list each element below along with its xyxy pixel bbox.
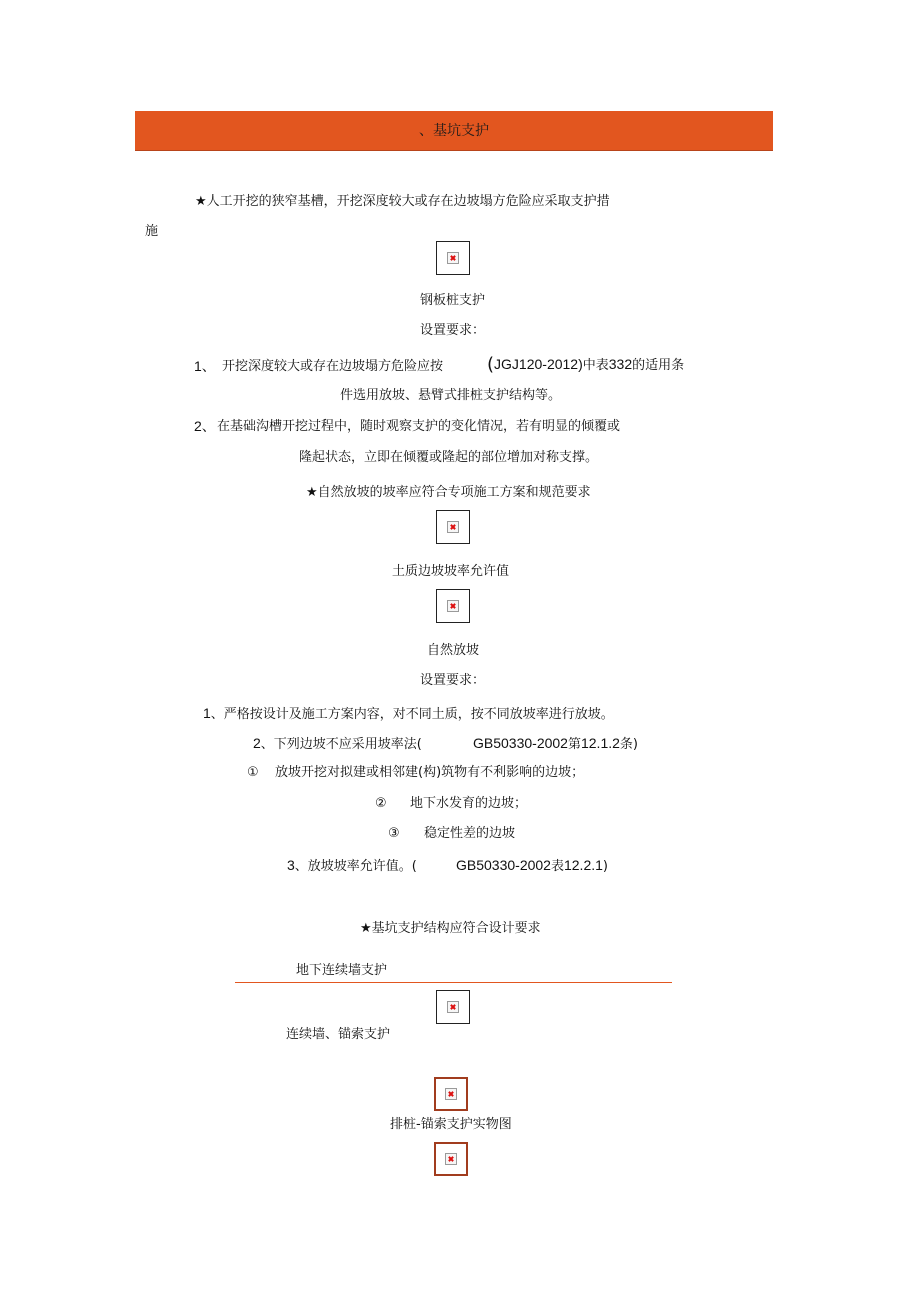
slope-req-3-text-a: 、放坡坡率允许值。(	[294, 859, 417, 874]
paragraph-support-measures: ★人工开挖的狭窄基槽，开挖深度较大或存在边坡塌方危险应采取支护措	[195, 194, 610, 209]
req-1-text-line2: 件选用放坡、悬臂式排桩支护结构等。	[340, 388, 562, 403]
condition-2-text: 地下水发育的边坡；	[410, 796, 528, 811]
req-2-text-line1: 在基础沟槽开挖过程中，随时观察支护的变化情况，若有明显的倾覆或	[217, 419, 621, 434]
heading-requirements-1: 设置要求：	[420, 323, 486, 338]
req-1-open-paren: (	[487, 354, 495, 375]
req-1-table-no: 332	[608, 356, 633, 372]
slope-req-2	[253, 736, 422, 751]
req-1-text-a: 开挖深度较大或存在边坡塌方危险应按	[222, 359, 444, 374]
slope-req-1-text: 、严格按设计及施工方案内容，对不同土质，按不同放坡率进行放坡。	[210, 707, 614, 722]
section-divider	[235, 982, 672, 983]
caption-sheet-pile: 钢板桩支护	[420, 293, 486, 308]
req-1-number: 1、	[194, 358, 216, 374]
caption-wall-anchor: 连续墙、锚索支护	[286, 1027, 391, 1042]
slope-req-3	[287, 858, 417, 873]
req-1-text-e: 的适用条	[632, 358, 685, 373]
broken-image-icon	[447, 600, 459, 612]
req-2-text-line2: 隆起状态，立即在倾覆或隆起的部位增加对称支撑。	[299, 450, 599, 465]
slope-req-2-ref	[473, 736, 638, 751]
section-banner	[135, 111, 773, 151]
circled-3: ③	[388, 826, 400, 841]
slope-req-3-standard: GB50330-2002	[456, 857, 551, 873]
req-1-text-c: 中表	[582, 358, 609, 373]
condition-3-text: 稳定性差的边坡	[424, 826, 516, 841]
slope-req-2-clause: 12.1.2	[580, 735, 620, 751]
heading-requirements-2: 设置要求：	[420, 673, 486, 688]
caption-pile-anchor: 排桩-锚索支护实物图	[390, 1117, 512, 1132]
slope-req-2-text-c: 第	[567, 737, 581, 752]
req-2-number: 2、	[194, 418, 216, 434]
slope-req-2-text-e: 条)	[619, 737, 638, 752]
broken-image-sheet-pile	[436, 241, 470, 275]
req-1-standard-ref	[487, 355, 684, 373]
slope-req-2-standard: GB50330-2002	[473, 735, 568, 751]
caption-natural-slope: 自然放坡	[427, 643, 480, 658]
slope-req-3-text-c: 表	[550, 859, 564, 874]
broken-image-bottom	[434, 1142, 468, 1176]
broken-image-icon	[445, 1153, 457, 1165]
paragraph-support-structure: ★基坑支护结构应符合设计要求	[360, 921, 541, 936]
slope-req-2-number: 2	[253, 735, 261, 751]
paragraph-natural-slope-rate: ★自然放坡的坡率应符合专项施工方案和规范要求	[306, 485, 591, 500]
broken-image-pile-anchor	[434, 1077, 468, 1111]
caption-slope-rate: 土质边坡坡率允许值	[392, 564, 510, 579]
req-1-standard: JGJ120-2012)	[494, 356, 583, 372]
slope-req-1	[203, 706, 614, 721]
condition-1-text: 放坡开挖对拟建或相邻建(构)筑物有不利影响的边坡；	[275, 765, 585, 780]
broken-image-icon	[445, 1088, 457, 1100]
broken-image-wall-anchor	[436, 990, 470, 1024]
slope-req-3-ref	[456, 858, 608, 873]
diaphragm-wall-title: 地下连续墙支护	[296, 963, 388, 978]
broken-image-slope-rate	[436, 510, 470, 544]
slope-req-3-table: 12.2.1	[563, 857, 603, 873]
broken-image-natural-slope	[436, 589, 470, 623]
circled-1: ①	[247, 765, 259, 780]
paragraph-support-measures-cont: 施	[145, 224, 159, 239]
slope-req-2-text-a: 、下列边坡不应采用坡率法(	[260, 737, 422, 752]
slope-req-1-number: 1	[203, 705, 211, 721]
broken-image-icon	[447, 252, 459, 264]
broken-image-icon	[447, 1001, 459, 1013]
section-title: 、基坑支护	[419, 123, 489, 139]
slope-req-3-number: 3	[287, 857, 295, 873]
slope-req-3-text-e: )	[602, 859, 608, 874]
broken-image-icon	[447, 521, 459, 533]
circled-2: ②	[375, 796, 387, 811]
